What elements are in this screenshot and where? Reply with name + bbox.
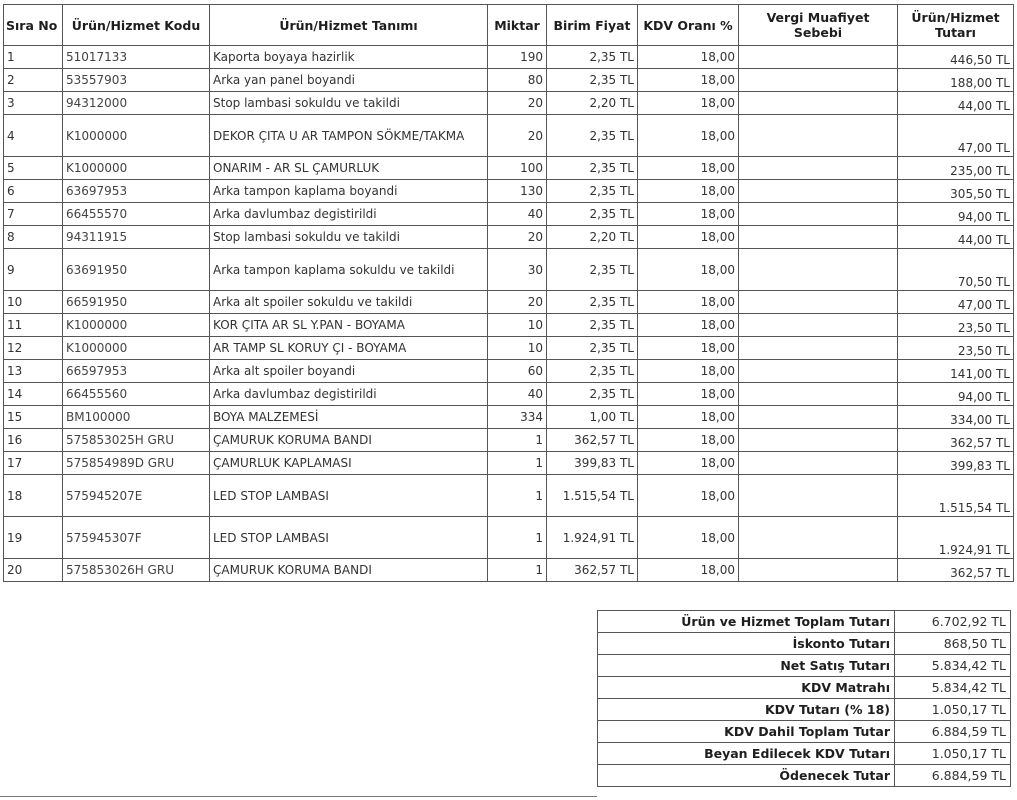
quantity: 20 — [488, 92, 547, 115]
invoice-items-table — [3, 4, 1014, 582]
line-total: 94,00 TL — [898, 383, 1014, 406]
product-code: 575945207E — [63, 475, 210, 517]
vat-rate: 18,00 — [638, 69, 739, 92]
row-number: 14 — [4, 383, 63, 406]
line-total: 362,57 TL — [898, 559, 1014, 582]
product-code: 66455570 — [63, 203, 210, 226]
table-row — [4, 429, 1014, 452]
tax-exemption-reason — [739, 475, 898, 517]
summary-value: 6.702,92 TL — [895, 611, 1011, 633]
line-total: 362,57 TL — [898, 429, 1014, 452]
row-number: 13 — [4, 360, 63, 383]
summary-label: KDV Matrahı — [598, 677, 895, 699]
line-total: 47,00 TL — [898, 115, 1014, 157]
quantity: 130 — [488, 180, 547, 203]
summary-label: Ödenecek Tutar — [598, 765, 895, 787]
tax-exemption-reason — [739, 559, 898, 582]
header-line-total: Ürün/Hizmet Tutarı — [898, 5, 1014, 46]
summary-row — [598, 655, 1011, 677]
vat-rate: 18,00 — [638, 226, 739, 249]
product-description: AR TAMP SL KORUY ÇI - BOYAMA — [210, 337, 488, 360]
invoice-summary — [597, 610, 1010, 787]
row-number: 15 — [4, 406, 63, 429]
tax-exemption-reason — [739, 115, 898, 157]
quantity: 10 — [488, 314, 547, 337]
line-total: 44,00 TL — [898, 226, 1014, 249]
summary-label: Net Satış Tutarı — [598, 655, 895, 677]
invoice-items-body — [4, 46, 1014, 582]
product-description: ÇAMURUK KORUMA BANDI — [210, 559, 488, 582]
line-total: 94,00 TL — [898, 203, 1014, 226]
product-description: Stop lambasi sokuldu ve takildi — [210, 92, 488, 115]
tax-exemption-reason — [739, 517, 898, 559]
vat-rate: 18,00 — [638, 406, 739, 429]
summary-row — [598, 743, 1011, 765]
vat-rate: 18,00 — [638, 291, 739, 314]
unit-price: 2,35 TL — [547, 291, 638, 314]
quantity: 334 — [488, 406, 547, 429]
product-code: BM100000 — [63, 406, 210, 429]
tax-exemption-reason — [739, 452, 898, 475]
vat-rate: 18,00 — [638, 559, 739, 582]
table-row — [4, 157, 1014, 180]
row-number: 10 — [4, 291, 63, 314]
table-row — [4, 360, 1014, 383]
line-total: 141,00 TL — [898, 360, 1014, 383]
product-code: 575854989D GRU — [63, 452, 210, 475]
row-number: 6 — [4, 180, 63, 203]
quantity: 1 — [488, 517, 547, 559]
line-total: 399,83 TL — [898, 452, 1014, 475]
header-tax-exemption: Vergi Muafiyet Sebebi — [739, 5, 898, 46]
line-total: 446,50 TL — [898, 46, 1014, 69]
vat-rate: 18,00 — [638, 360, 739, 383]
page-bottom-rule — [0, 796, 597, 797]
quantity: 80 — [488, 69, 547, 92]
product-code: 66597953 — [63, 360, 210, 383]
line-total: 235,00 TL — [898, 157, 1014, 180]
vat-rate: 18,00 — [638, 46, 739, 69]
unit-price: 2,35 TL — [547, 69, 638, 92]
quantity: 190 — [488, 46, 547, 69]
table-row — [4, 291, 1014, 314]
summary-row — [598, 611, 1011, 633]
row-number: 7 — [4, 203, 63, 226]
table-row — [4, 92, 1014, 115]
unit-price: 2,20 TL — [547, 226, 638, 249]
line-total: 1.924,91 TL — [898, 517, 1014, 559]
tax-exemption-reason — [739, 314, 898, 337]
quantity: 1 — [488, 429, 547, 452]
product-code: 66455560 — [63, 383, 210, 406]
row-number: 11 — [4, 314, 63, 337]
summary-row — [598, 721, 1011, 743]
product-code: 63697953 — [63, 180, 210, 203]
quantity: 1 — [488, 475, 547, 517]
unit-price: 362,57 TL — [547, 429, 638, 452]
product-code: K1000000 — [63, 314, 210, 337]
unit-price: 2,35 TL — [547, 383, 638, 406]
tax-exemption-reason — [739, 180, 898, 203]
unit-price: 2,35 TL — [547, 115, 638, 157]
row-number: 12 — [4, 337, 63, 360]
line-total: 44,00 TL — [898, 92, 1014, 115]
product-description: Arka tampon kaplama boyandi — [210, 180, 488, 203]
product-description: Arka alt spoiler sokuldu ve takildi — [210, 291, 488, 314]
product-description: Arka alt spoiler boyandi — [210, 360, 488, 383]
tax-exemption-reason — [739, 46, 898, 69]
tax-exemption-reason — [739, 157, 898, 180]
row-number: 4 — [4, 115, 63, 157]
row-number: 9 — [4, 249, 63, 291]
product-description: Stop lambasi sokuldu ve takildi — [210, 226, 488, 249]
summary-row — [598, 699, 1011, 721]
product-code: 575853026H GRU — [63, 559, 210, 582]
summary-label: İskonto Tutarı — [598, 633, 895, 655]
summary-row — [598, 633, 1011, 655]
unit-price: 1,00 TL — [547, 406, 638, 429]
product-description: ÇAMURUK KORUMA BANDI — [210, 429, 488, 452]
vat-rate: 18,00 — [638, 517, 739, 559]
quantity: 60 — [488, 360, 547, 383]
unit-price: 2,35 TL — [547, 314, 638, 337]
table-row — [4, 69, 1014, 92]
table-row — [4, 249, 1014, 291]
table-row — [4, 383, 1014, 406]
line-total: 305,50 TL — [898, 180, 1014, 203]
table-row — [4, 517, 1014, 559]
vat-rate: 18,00 — [638, 92, 739, 115]
quantity: 10 — [488, 337, 547, 360]
product-code: 575853025H GRU — [63, 429, 210, 452]
row-number: 2 — [4, 69, 63, 92]
row-number: 19 — [4, 517, 63, 559]
vat-rate: 18,00 — [638, 115, 739, 157]
table-row — [4, 406, 1014, 429]
tax-exemption-reason — [739, 429, 898, 452]
line-total: 188,00 TL — [898, 69, 1014, 92]
vat-rate: 18,00 — [638, 383, 739, 406]
product-description: Arka yan panel boyandi — [210, 69, 488, 92]
summary-label: Ürün ve Hizmet Toplam Tutarı — [598, 611, 895, 633]
product-code: 66591950 — [63, 291, 210, 314]
vat-rate: 18,00 — [638, 157, 739, 180]
unit-price: 2,35 TL — [547, 157, 638, 180]
tax-exemption-reason — [739, 69, 898, 92]
line-total: 23,50 TL — [898, 337, 1014, 360]
table-row — [4, 314, 1014, 337]
quantity: 100 — [488, 157, 547, 180]
table-row — [4, 115, 1014, 157]
line-total: 1.515,54 TL — [898, 475, 1014, 517]
unit-price: 2,35 TL — [547, 203, 638, 226]
vat-rate: 18,00 — [638, 203, 739, 226]
product-code: K1000000 — [63, 337, 210, 360]
vat-rate: 18,00 — [638, 429, 739, 452]
unit-price: 362,57 TL — [547, 559, 638, 582]
quantity: 1 — [488, 559, 547, 582]
quantity: 30 — [488, 249, 547, 291]
product-code: 575945307F — [63, 517, 210, 559]
vat-rate: 18,00 — [638, 314, 739, 337]
header-unit-price: Birim Fiyat — [547, 5, 638, 46]
product-code: 94311915 — [63, 226, 210, 249]
row-number: 17 — [4, 452, 63, 475]
product-description: ONARIM - AR SL ÇAMURLUK — [210, 157, 488, 180]
summary-value: 1.050,17 TL — [895, 743, 1011, 765]
product-description: Arka davlumbaz degistirildi — [210, 383, 488, 406]
product-description: ÇAMURLUK KAPLAMASI — [210, 452, 488, 475]
table-row — [4, 337, 1014, 360]
tax-exemption-reason — [739, 360, 898, 383]
row-number: 18 — [4, 475, 63, 517]
unit-price: 399,83 TL — [547, 452, 638, 475]
product-description: Kaporta boyaya hazirlik — [210, 46, 488, 69]
summary-value: 868,50 TL — [895, 633, 1011, 655]
invoice-document — [3, 4, 1013, 582]
product-code: K1000000 — [63, 157, 210, 180]
product-description: LED STOP LAMBASI — [210, 475, 488, 517]
vat-rate: 18,00 — [638, 475, 739, 517]
product-code: 51017133 — [63, 46, 210, 69]
unit-price: 2,35 TL — [547, 360, 638, 383]
tax-exemption-reason — [739, 337, 898, 360]
line-total: 23,50 TL — [898, 314, 1014, 337]
product-description: Arka davlumbaz degistirildi — [210, 203, 488, 226]
table-row — [4, 452, 1014, 475]
header-sira-no: Sıra No — [4, 5, 63, 46]
row-number: 16 — [4, 429, 63, 452]
table-row — [4, 203, 1014, 226]
vat-rate: 18,00 — [638, 452, 739, 475]
vat-rate: 18,00 — [638, 249, 739, 291]
vat-rate: 18,00 — [638, 337, 739, 360]
summary-label: Beyan Edilecek KDV Tutarı — [598, 743, 895, 765]
row-number: 5 — [4, 157, 63, 180]
summary-value: 6.884,59 TL — [895, 765, 1011, 787]
quantity: 40 — [488, 203, 547, 226]
summary-value: 6.884,59 TL — [895, 721, 1011, 743]
row-number: 3 — [4, 92, 63, 115]
vat-rate: 18,00 — [638, 180, 739, 203]
quantity: 40 — [488, 383, 547, 406]
summary-value: 5.834,42 TL — [895, 677, 1011, 699]
table-row — [4, 46, 1014, 69]
unit-price: 2,35 TL — [547, 46, 638, 69]
unit-price: 2,35 TL — [547, 337, 638, 360]
table-header-row — [4, 5, 1014, 46]
product-code: 63691950 — [63, 249, 210, 291]
tax-exemption-reason — [739, 92, 898, 115]
row-number: 20 — [4, 559, 63, 582]
unit-price: 2,35 TL — [547, 249, 638, 291]
tax-exemption-reason — [739, 226, 898, 249]
quantity: 1 — [488, 452, 547, 475]
unit-price: 1.515,54 TL — [547, 475, 638, 517]
header-product-description: Ürün/Hizmet Tanımı — [210, 5, 488, 46]
product-code: 94312000 — [63, 92, 210, 115]
summary-label: KDV Tutarı (% 18) — [598, 699, 895, 721]
quantity: 20 — [488, 115, 547, 157]
header-product-code: Ürün/Hizmet Kodu — [63, 5, 210, 46]
line-total: 70,50 TL — [898, 249, 1014, 291]
table-row — [4, 559, 1014, 582]
table-row — [4, 475, 1014, 517]
product-description: KOR ÇITA AR SL Y.PAN - BOYAMA — [210, 314, 488, 337]
summary-table — [597, 610, 1011, 787]
summary-label: KDV Dahil Toplam Tutar — [598, 721, 895, 743]
line-total: 334,00 TL — [898, 406, 1014, 429]
quantity: 20 — [488, 226, 547, 249]
product-description: DEKOR ÇITA U AR TAMPON SÖKME/TAKMA — [210, 115, 488, 157]
summary-value: 5.834,42 TL — [895, 655, 1011, 677]
quantity: 20 — [488, 291, 547, 314]
row-number: 8 — [4, 226, 63, 249]
unit-price: 2,20 TL — [547, 92, 638, 115]
table-row — [4, 226, 1014, 249]
tax-exemption-reason — [739, 249, 898, 291]
header-vat-rate: KDV Oranı % — [638, 5, 739, 46]
table-row — [4, 180, 1014, 203]
header-quantity: Miktar — [488, 5, 547, 46]
summary-row — [598, 677, 1011, 699]
tax-exemption-reason — [739, 291, 898, 314]
product-code: K1000000 — [63, 115, 210, 157]
summary-row — [598, 765, 1011, 787]
product-description: LED STOP LAMBASI — [210, 517, 488, 559]
product-description: Arka tampon kaplama sokuldu ve takildi — [210, 249, 488, 291]
tax-exemption-reason — [739, 203, 898, 226]
product-description: BOYA MALZEMESİ — [210, 406, 488, 429]
line-total: 47,00 TL — [898, 291, 1014, 314]
product-code: 53557903 — [63, 69, 210, 92]
row-number: 1 — [4, 46, 63, 69]
unit-price: 1.924,91 TL — [547, 517, 638, 559]
summary-value: 1.050,17 TL — [895, 699, 1011, 721]
unit-price: 2,35 TL — [547, 180, 638, 203]
tax-exemption-reason — [739, 406, 898, 429]
tax-exemption-reason — [739, 383, 898, 406]
